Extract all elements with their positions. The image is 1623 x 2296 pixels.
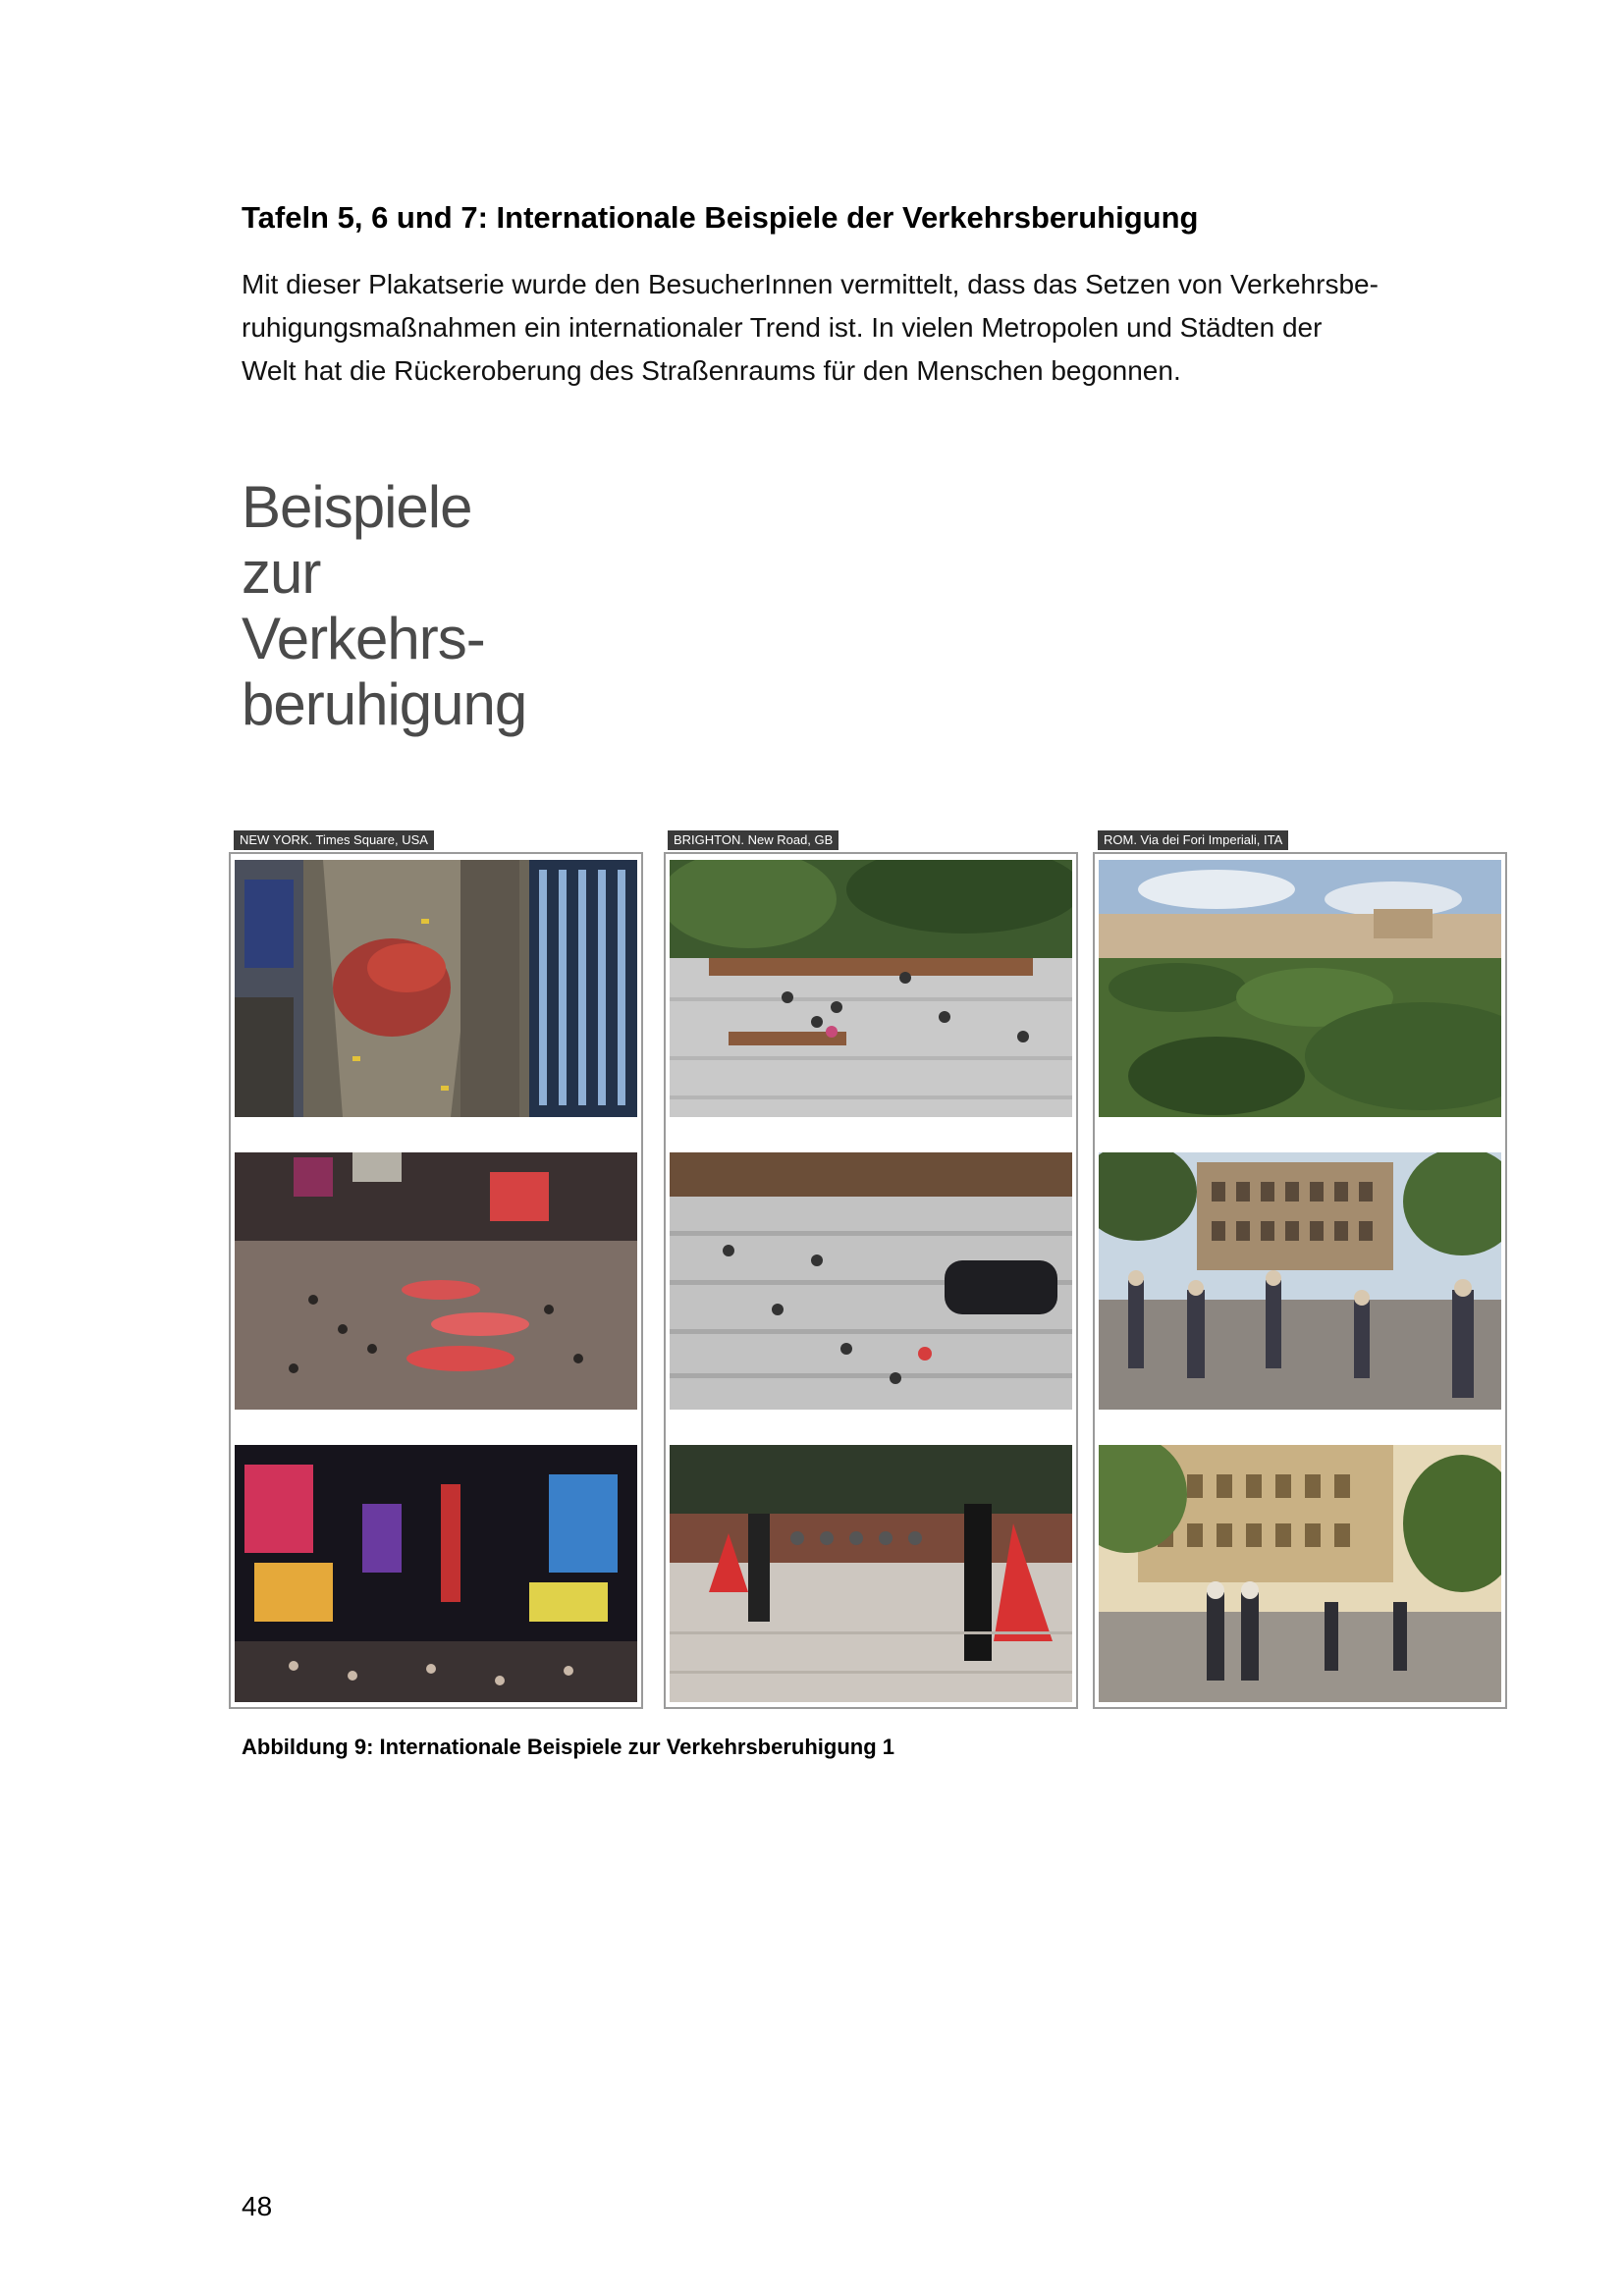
- column-label-new-york: NEW YORK. Times Square, USA: [234, 830, 434, 850]
- colosseum-pedestrians-photo: [1099, 1152, 1501, 1410]
- intro-line: Mit dieser Plakatserie wurde den BesucherInnen vermittelt, dass das Setzen von Verkehrsbe-: [242, 269, 1379, 299]
- times-square-aerial-photo: [235, 860, 637, 1117]
- page-number: 48: [242, 2191, 273, 2221]
- poster-title-line: Beispiele: [242, 474, 472, 540]
- times-square-night-photo: [235, 1445, 637, 1702]
- times-square-plaza-day-photo: [235, 1152, 637, 1410]
- poster-title: [242, 474, 526, 737]
- poster-title-line: Verkehrs-: [242, 606, 485, 671]
- figure-caption: Abbildung 9: Internationale Beispiele zur Verkehrsberuhigung 1: [242, 1735, 895, 1759]
- intro-paragraph: [242, 263, 1420, 393]
- intro-line: ruhigungsmaßnahmen ein internationaler Trend ist. In vielen Metropolen und Städten der: [242, 312, 1323, 343]
- column-label-brighton: BRIGHTON. New Road, GB: [668, 830, 839, 850]
- photo-column-rome: [1093, 852, 1507, 1709]
- section-heading: Tafeln 5, 6 und 7: Internationale Beispiele der Verkehrsberuhigung: [242, 200, 1199, 235]
- new-road-benches-photo: [670, 860, 1072, 1117]
- photo-column-new-york: [229, 852, 643, 1709]
- poster-title-line: beruhigung: [242, 671, 527, 737]
- new-road-shared-space-photo: [670, 1152, 1072, 1410]
- poster-title-line: zur: [242, 540, 321, 606]
- colosseum-evening-photo: [1099, 1445, 1501, 1702]
- photo-column-brighton: [664, 852, 1078, 1709]
- intro-line: Welt hat die Rückeroberung des Straßenraums für den Menschen begonnen.: [242, 355, 1181, 386]
- new-road-dancers-photo: [670, 1445, 1072, 1702]
- rome-panorama-photo: [1099, 860, 1501, 1117]
- column-label-rome: ROM. Via dei Fori Imperiali, ITA: [1098, 830, 1288, 850]
